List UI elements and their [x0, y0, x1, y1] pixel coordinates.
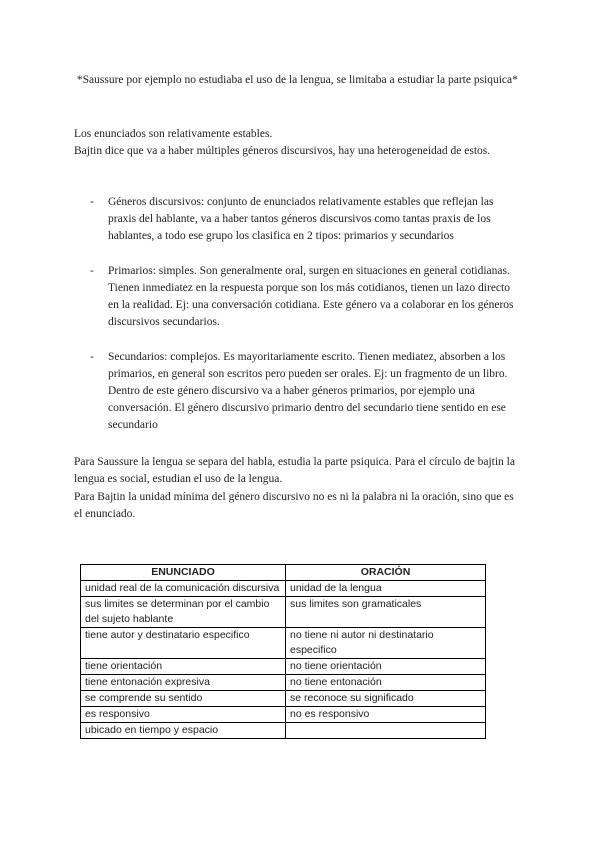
- table-cell: sus limites son gramaticales: [286, 597, 486, 628]
- bullet-text: Secundarios: complejos. Es mayoritariamente escrito. Tienen mediatez, absorben a los primarios, en general son escritos pero pueden ser orales. Ej: un fragmento de un libro. Dentro de este género discursivo va a haber géneros primarios, por ejemplo una conversación. El género discursivo primario dentro del secundario tiene sentido en ese secundario: [108, 351, 508, 431]
- table-cell: tiene orientación: [81, 659, 286, 675]
- bullet-dash: -: [90, 265, 94, 277]
- paragraph-2-line-1: Para Saussure la lengua se separa del habla, estudia la parte psiquica. Para el círculo de bajtin la lengua es social, estudian el uso de la lengua.: [74, 456, 515, 485]
- bullet-text: Géneros discursivos: conjunto de enunciados relativamente estables que reflejan las praxis del hablante, va a haber tantos géneros discursivos como tantas praxis de los hablantes, a todo ese grupo los clasifica en 2 tipos: primarios y secundarios: [108, 196, 494, 242]
- table-cell: se reconoce su significado: [286, 691, 486, 707]
- comparison-table: [80, 564, 486, 739]
- header-oracion: ORACIÓN: [286, 565, 486, 581]
- header-enunciado: ENUNCIADO: [81, 565, 286, 581]
- table-cell: se comprende su sentido: [81, 691, 286, 707]
- paragraph-1-line-1: Los enunciados son relativamente estables.: [74, 128, 273, 140]
- table-cell: ubicado en tiempo y espacio: [81, 723, 286, 739]
- table-cell: no tiene entonación: [286, 675, 486, 691]
- table-cell: sus limites se determinan por el cambio del sujeto hablante: [81, 597, 286, 628]
- table-cell: unidad de la lengua: [286, 581, 486, 597]
- table-row: [81, 659, 486, 675]
- table-header-row: [81, 565, 486, 581]
- bullet-text: Primarios: simples. Son generalmente oral, surgen en situaciones en general cotidianas. Tienen inmediatez en la respuesta porque son los más cotidianos, tienen un lazo directo en la realidad. Ej: una conversación cotidiana. Este género va a colaborar en los géneros discursivos secundarios.: [108, 265, 514, 328]
- intro-note-text: *Saussure por ejemplo no estudiaba el uso de la lengua, se limitaba a estudiar la parte psiquica*: [76, 74, 518, 86]
- table-cell: tiene autor y destinatario especifico: [81, 628, 286, 659]
- table-row: [81, 597, 486, 628]
- table-cell: no tiene ni autor ni destinatario especifico: [286, 628, 486, 659]
- table-cell: tiene entonación expresiva: [81, 675, 286, 691]
- table-row: [81, 581, 486, 597]
- table-row: [81, 707, 486, 723]
- table-cell: no tiene orientación: [286, 659, 486, 675]
- table-row: [81, 691, 486, 707]
- table-row: [81, 628, 486, 659]
- bullet-dash: -: [90, 351, 94, 363]
- table-cell: unidad real de la comunicación discursiva: [81, 581, 286, 597]
- paragraph-2-line-2: Para Bajtin la unidad mínima del género discursivo no es ni la palabra ni la oración, sino que es el enunciado.: [74, 491, 514, 520]
- table-cell: [286, 723, 486, 739]
- paragraph-1-line-2: Bajtin dice que va a haber múltiples géneros discursivos, hay una heterogeneidad de estos.: [74, 145, 491, 157]
- intro-note: [74, 72, 524, 89]
- bullet-dash: -: [90, 196, 94, 208]
- table-row: [81, 723, 486, 739]
- table-cell: no es responsivo: [286, 707, 486, 723]
- table-cell: es responsivo: [81, 707, 286, 723]
- table-row: [81, 675, 486, 691]
